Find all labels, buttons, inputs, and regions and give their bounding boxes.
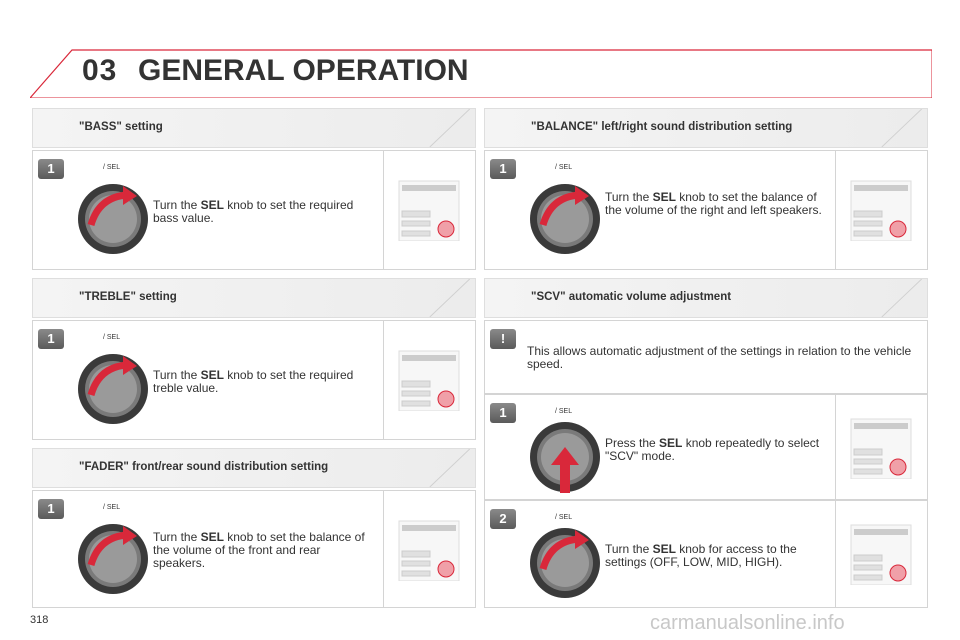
section-title-bass [32, 108, 476, 148]
sel-keyword: SEL [200, 530, 224, 544]
sel-knob-label: / SEL [555, 164, 573, 171]
sel-knob-rotate-icon [77, 353, 149, 425]
radio-unit-icon [398, 349, 460, 411]
step-badge: 1 [490, 403, 516, 423]
chapter-number: 03 [82, 54, 118, 87]
title-slash-decoration [415, 449, 475, 487]
sel-knob-label: / SEL [103, 164, 121, 171]
sel-knob-rotate-icon [529, 183, 601, 255]
sel-keyword: SEL [200, 368, 224, 382]
radio-unit-icon [398, 179, 460, 241]
sel-keyword: SEL [652, 190, 676, 204]
fader-panel [32, 490, 476, 608]
sel-knob-label: / SEL [103, 504, 121, 511]
scv-step2-panel [484, 500, 928, 608]
panel-divider [835, 395, 836, 499]
step-badge: 1 [490, 159, 516, 179]
warning-icon: ! [490, 329, 516, 349]
sel-knob-rotate-icon [77, 523, 149, 595]
panel-divider [383, 321, 384, 439]
sel-knob-press-icon [529, 421, 601, 493]
step-badge: 1 [38, 329, 64, 349]
radio-unit-icon [398, 519, 460, 581]
panel-divider [835, 151, 836, 269]
sel-knob-label: / SEL [555, 514, 573, 521]
title-slash-decoration [867, 109, 927, 147]
sel-knob-rotate-icon [529, 527, 601, 599]
scv-info-text: This allows automatic adjustment of the settings in relation to the vehicle speed. [527, 344, 912, 371]
step-badge: 2 [490, 509, 516, 529]
balance-heading: "BALANCE" left/right sound distribution setting [531, 121, 793, 133]
sel-knob-label: / SEL [555, 408, 573, 415]
section-title-balance [484, 108, 928, 148]
treble-heading: "TREBLE" setting [79, 291, 177, 303]
radio-unit-icon [850, 417, 912, 479]
sel-knob-rotate-icon [77, 183, 149, 255]
treble-instruction: Turn the SEL knob to set the required treble value. [153, 368, 354, 395]
title-slash-decoration [415, 109, 475, 147]
bass-heading: "BASS" setting [79, 121, 163, 133]
balance-panel [484, 150, 928, 270]
section-title-treble [32, 278, 476, 318]
page-number: 318 [30, 614, 49, 626]
bass-panel [32, 150, 476, 270]
balance-instruction: Turn the SEL knob to set the balance of the volume of the right and left speakers. [605, 190, 822, 217]
scv-step1-instruction: Press the SEL knob repeatedly to select "SCV" mode. [605, 436, 820, 463]
watermark: carmanualsonline.info [650, 612, 845, 634]
scv-info-panel [484, 320, 928, 394]
panel-divider [383, 491, 384, 607]
fader-instruction: Turn the SEL knob to set the balance of the volume of the front and rear speakers. [153, 530, 365, 570]
radio-unit-icon [850, 523, 912, 585]
fader-heading: "FADER" front/rear sound distribution setting [79, 461, 329, 473]
title-slash-decoration [415, 279, 475, 317]
step-badge: 1 [38, 499, 64, 519]
sel-keyword: SEL [659, 436, 683, 450]
panel-divider [835, 501, 836, 607]
chapter-title: GENERAL OPERATION [138, 54, 469, 87]
treble-panel [32, 320, 476, 440]
sel-knob-label: / SEL [103, 334, 121, 341]
section-title-fader [32, 448, 476, 488]
radio-unit-icon [850, 179, 912, 241]
sel-keyword: SEL [200, 198, 224, 212]
title-slash-decoration [867, 279, 927, 317]
bass-instruction: Turn the SEL knob to set the required bass value. [153, 198, 354, 225]
panel-divider [383, 151, 384, 269]
chapter-header [30, 46, 932, 98]
section-title-scv [484, 278, 928, 318]
step-badge: 1 [38, 159, 64, 179]
scv-step1-panel [484, 394, 928, 500]
scv-step2-instruction: Turn the SEL knob for access to the settings (OFF, LOW, MID, HIGH). [605, 542, 797, 569]
sel-keyword: SEL [652, 542, 676, 556]
scv-heading: "SCV" automatic volume adjustment [531, 291, 732, 303]
